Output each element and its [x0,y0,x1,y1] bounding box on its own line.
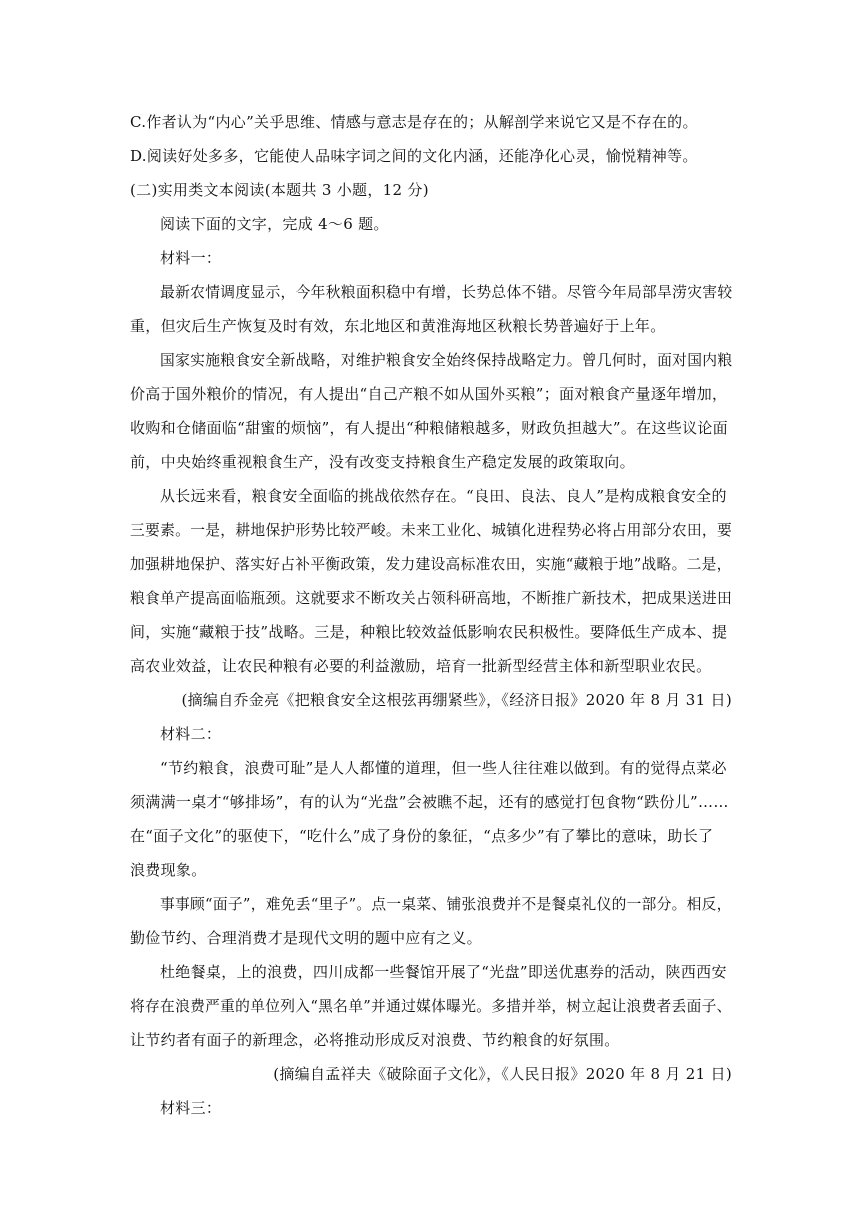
material-2-label: 材料二： [160,725,222,743]
material-1-line: 价高于国外粮价的情况，有人提出“自己产粮不如从国外买粮”；面对粮食产量逐年增加， [130,385,728,403]
material-1-line: 前，中央始终重视粮食生产，没有改变支持粮食生产稳定发展的政策取向。 [130,453,635,471]
instruction: 阅读下面的文字，完成 4～6 题。 [160,215,389,233]
material-1-line: 三要素。一是，耕地保护形势比较严峻。未来工业化、城镇化进程势必将占用部分农田，要 [130,521,733,539]
material-1-line: 加强耕地保护、落实好占补平衡政策，发力建设高标准农田，实施“藏粮于地”战略。二是， [130,555,732,573]
material-2-line: 将存在浪费严重的单位列入“黑名单”并通过媒体曝光。多措并举，树立起让浪费者丢面子、 [130,997,732,1015]
material-1-line: 高农业效益，让农民种粮有必要的利益激励，培育一批新型经营主体和新型职业农民。 [130,657,712,675]
material-1-source: (摘编自乔金亮《把粮食安全这根弦再绷紧些》，《经济日报》2020 年 8 月 31 日) [181,691,732,709]
material-2-line: 须满满一桌才“够排场”，有的认为“光盘”会被瞧不起，还有的感觉打包食物“跌份儿”…… [130,793,729,811]
material-1-line: 间，实施“藏粮于技”战略。三是，种粮比较效益低影响农民积极性。要降低生产成本、提 [130,623,728,641]
material-2-line: “节约粮食，浪费可耻”是人人都懂的道理，但一些人往往难以做到。有的觉得点菜必 [160,759,727,777]
material-2-line: 让节约者有面子的新理念，必将推动形成反对浪费、节约粮食的好氛围。 [130,1031,620,1049]
material-1-line: 国家实施粮食安全新战略，对维护粮食安全始终保持战略定力。曾几何时，面对国内粮 [160,351,733,369]
material-1-label: 材料一： [160,249,222,267]
material-2-line: 事事顾“面子”，难免丢“里子”。点一桌菜、铺张浪费并不是餐桌礼仪的一部分。相反， [160,895,732,913]
material-2-line: 勤俭节约、合理消费才是现代文明的题中应有之义。 [130,929,482,947]
material-1-line: 重，但灾后生产恢复及时有效，东北地区和黄淮海地区秋粮长势普遍好于上年。 [130,317,666,335]
material-3-label: 材料三： [160,1099,222,1117]
material-2-source: (摘编自孟祥夫《破除面子文化》，《人民日报》2020 年 8 月 21 日) [273,1065,732,1083]
material-2-line: 在“面子文化”的驱使下，“吃什么”成了身份的象征，“点多少”有了攀比的意味，助长了 [130,827,714,845]
material-2-line: 杜绝餐桌，上的浪费，四川成都一些餐馆开展了“光盘”即送优惠券的活动，陕西西安 [160,963,727,981]
material-2-line: 浪费现象。 [130,861,207,879]
material-1-line: 从长远来看，粮食安全面临的挑战依然存在。“良田、良法、良人”是构成粮食安全的 [160,487,727,505]
material-1-line: 最新农情调度显示，今年秋粮面积稳中有增，长势总体不错。尽管今年局部旱涝灾害较 [160,283,733,301]
section-heading: (二)实用类文本阅读(本题共 3 小题，12 分) [130,181,429,199]
option-d: D.阅读好处多多，它能使人品味字词之间的文化内涵，还能净化心灵，愉悦精神等。 [130,147,698,165]
material-1-line: 粮食单产提高面临瓶颈。这就要求不断攻关占领科研高地，不断推广新技术，把成果送进田 [130,589,733,607]
option-c: C.作者认为“内心”关乎思维、情感与意志是存在的；从解剖学来说它又是不存在的。 [130,113,698,131]
material-1-line: 收购和仓储面临“甜蜜的烦恼”，有人提出“种粮储粮越多，财政负担越大”。在这些议论面 [130,419,728,437]
